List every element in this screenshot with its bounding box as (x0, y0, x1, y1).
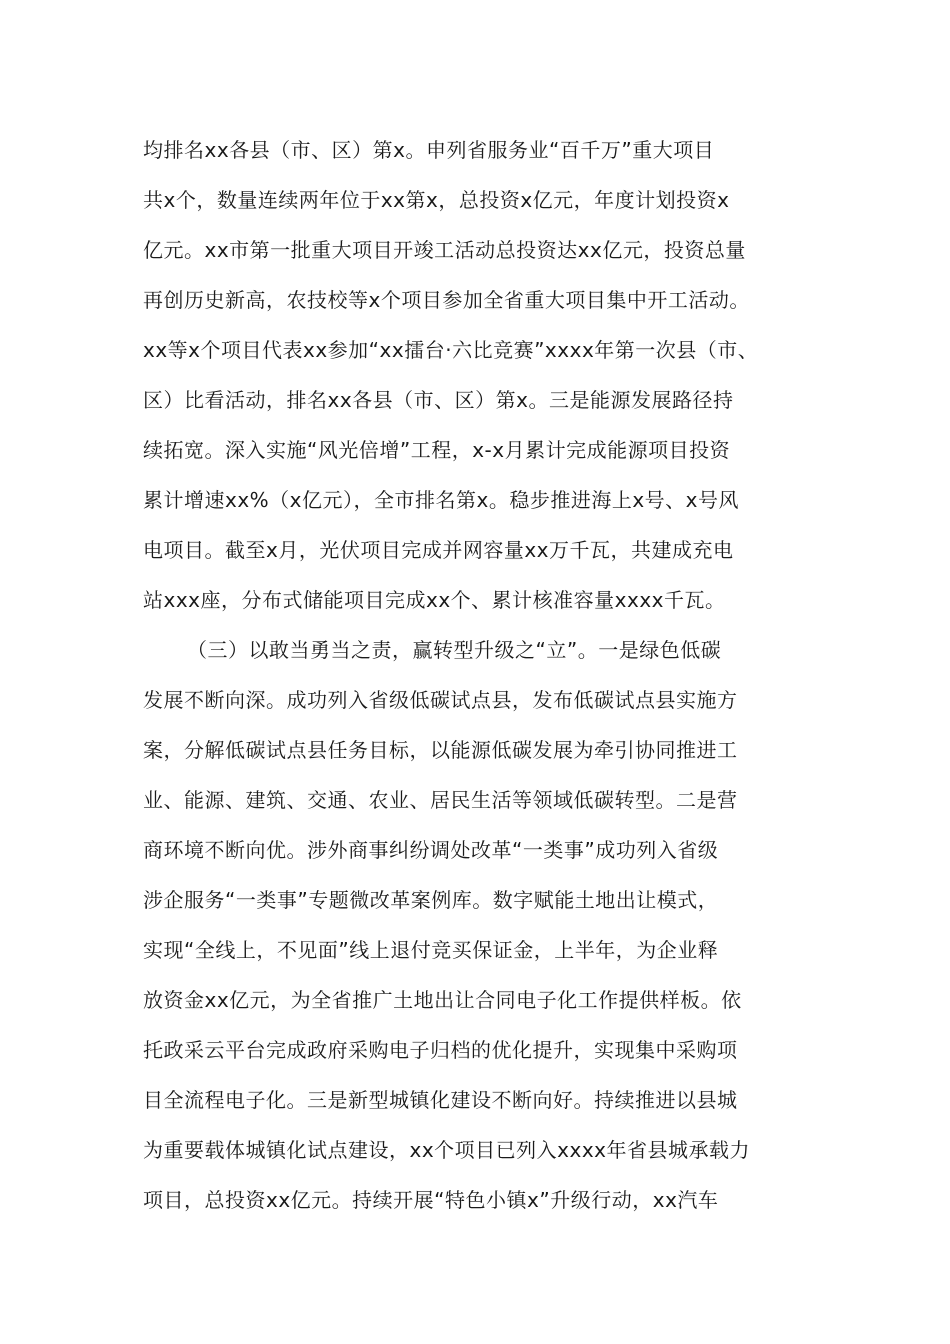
text-line: 发展不断向深。成功列入省级低碳试点县，发布低碳试点县实施方 (143, 688, 738, 712)
text-line: 亿元。xx市第一批重大项目开竣工活动总投资达xx亿元，投资总量 (143, 238, 746, 262)
text-line: 实现“全线上，不见面”线上退付竞买保证金，上半年，为企业释 (143, 938, 719, 962)
text-line: xx等x个项目代表xx参加“xx擂台·六比竞赛”xxxx年第一次县（市、 (143, 338, 759, 362)
text-line: 项目，总投资xx亿元。持续开展“特色小镇x”升级行动，xx汽车 (143, 1188, 719, 1212)
text-line: 电项目。截至x月，光伏项目完成并网容量xx万千瓦，共建成充电 (143, 538, 734, 562)
text-line: 商环境不断向优。涉外商事纠纷调处改革“一类事”成功列入省级 (143, 838, 719, 862)
text-line: 放资金xx亿元，为全省推广土地出让合同电子化工作提供样板。依 (143, 988, 742, 1012)
text-line: 业、能源、建筑、交通、农业、居民生活等领域低碳转型。二是营 (143, 788, 738, 812)
text-line: 区）比看活动，排名xx各县（市、区）第x。三是能源发展路径持 (143, 388, 734, 412)
text-line: 站xxx座，分布式储能项目完成xx个、累计核准容量xxxx千瓦。 (143, 588, 726, 612)
text-line: 再创历史新高，农技校等x个项目参加全省重大项目集中开工活动。 (143, 288, 750, 312)
section-heading-line: （三）以敢当勇当之责，赢转型升级之“立”。一是绿色低碳 (187, 638, 722, 662)
text-line: 共x个，数量连续两年位于xx第x，总投资x亿元，年度计划投资x (143, 188, 730, 212)
text-line: 续拓宽。深入实施“风光倍增”工程，x-x月累计完成能源项目投资 (143, 438, 731, 462)
text-line: 涉企服务“一类事”专题微改革案例库。数字赋能土地出让模式， (143, 888, 719, 912)
text-line: 累计增速xx%（x亿元），全市排名第x。稳步推进海上x号、x号风 (143, 488, 740, 512)
text-line: 目全流程电子化。三是新型城镇化建设不断向好。持续推进以县城 (143, 1088, 738, 1112)
text-line: 案，分解低碳试点县任务目标，以能源低碳发展为牵引协同推进工 (143, 738, 738, 762)
text-line: 均排名xx各县（市、区）第x。申列省服务业“百千万”重大项目 (143, 138, 715, 162)
text-line: 托政采云平台完成政府采购电子归档的优化提升，实现集中采购项 (143, 1038, 738, 1062)
text-line: 为重要载体城镇化试点建设，xx个项目已列入xxxx年省县城承载力 (143, 1138, 751, 1162)
